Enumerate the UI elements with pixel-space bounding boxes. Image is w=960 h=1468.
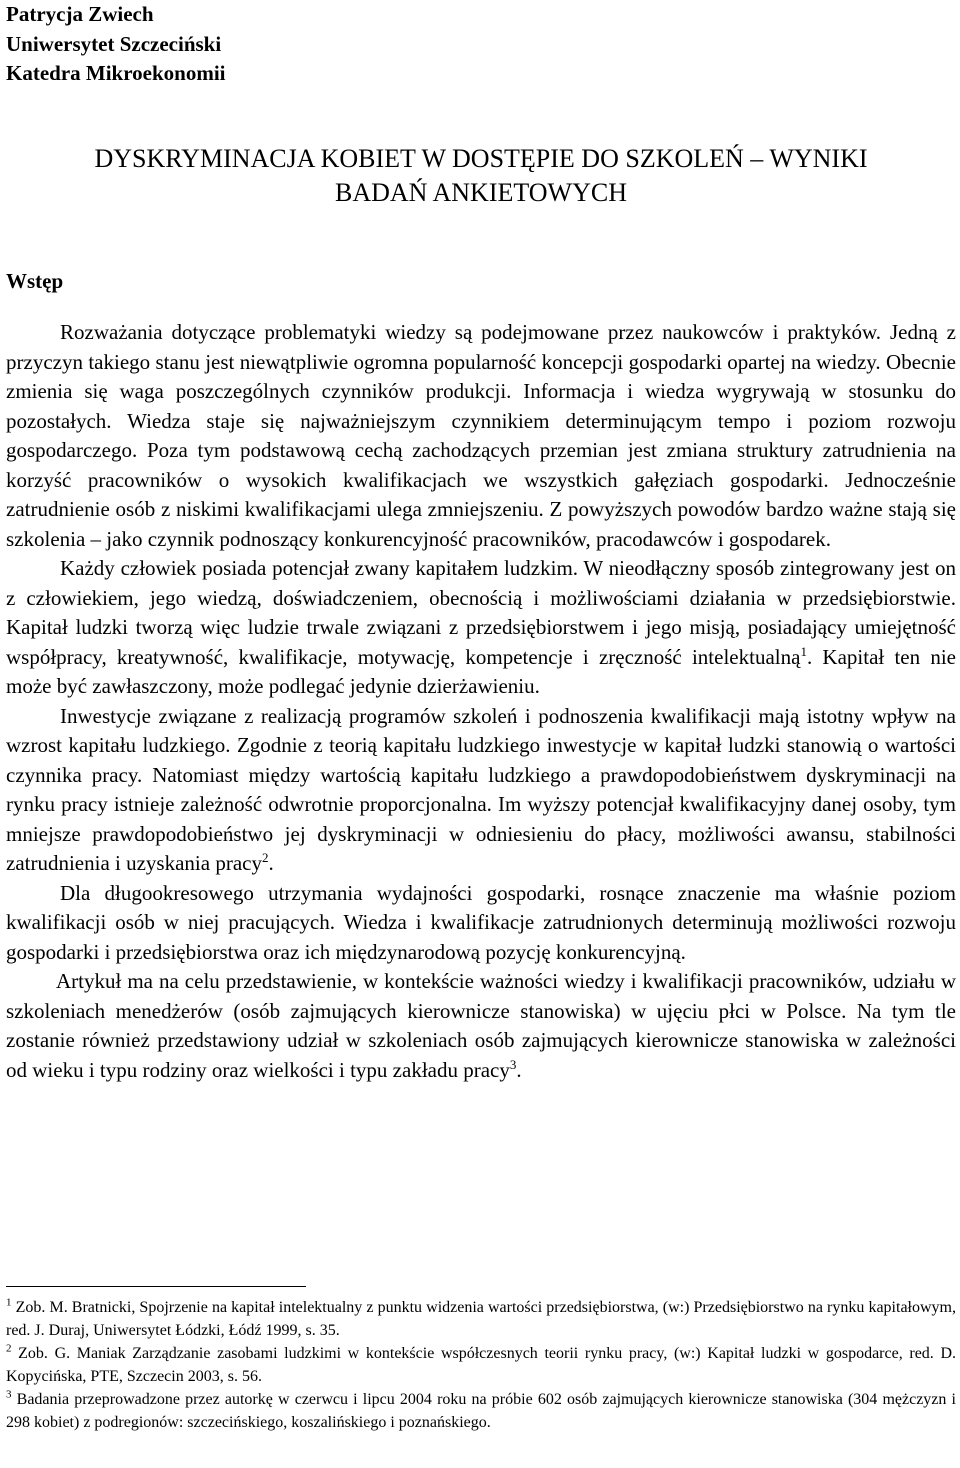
footnote-text: Badania przeprowadzone przez autorkę w czerwcu i lipcu 2004 roku na próbie 602 osób zajmujących kierownicze stanowiska (304 mężczyzn i 298 kobiet) z podregionów: szczecińskiego, koszalińskiego i poznańskiego. bbox=[6, 1391, 956, 1431]
footnote-text: Zob. G. Maniak Zarządzanie zasobami ludzkimi w kontekście współczesnych teorii rynku pracy, (w:) Kapitał ludzki w gospodarce, red. D. Kopycińska, PTE, Szczecin 2003, s. 56. bbox=[6, 1345, 956, 1385]
paragraph-5-text-b: . bbox=[516, 1057, 522, 1082]
footnote-1 bbox=[6, 1296, 956, 1342]
author-block bbox=[6, 0, 606, 89]
footnote-ref-1: 1 bbox=[800, 643, 807, 659]
article-title-line-2: BADAŃ ANKIETOWYCH bbox=[334, 178, 627, 207]
footnote-ref-3: 3 bbox=[509, 1056, 517, 1072]
article-body bbox=[6, 318, 956, 1085]
article-title bbox=[6, 142, 956, 210]
article-title-line-1: DYSKRYMINACJA KOBIET W DOSTĘPIE DO SZKOLEŃ – WYNIKI bbox=[94, 144, 868, 173]
paragraph-1: Rozważania dotyczące problematyki wiedzy są podejmowane przez naukowców i praktyków. Jedną z przyczyn takiego stanu jest niewątpliwie ogromna popularność koncepcji gospodarki opartej na wiedzy. Obecnie zmienia się waga poszczególnych czynników produkcji. Informacja i wiedza wygrywają w stosunku do pozostałych. Wiedza staje się najważniejszym czynnikiem determinującym tempo i poziom rozwoju gospodarczego. Poza tym podstawową cechą zachodzących przemian jest zmiana struktury zatrudnienia na korzyść pracowników o wysokich kwalifikacjach we wszystkich gałęziach gospodarki. Jednocześnie zatrudnienie osób z niskimi kwalifikacjami ulega zmniejszeniu. Z powyższych powodów bardzo ważne stają się szkolenia – jako czynnik podnoszący konkurencyjność pracowników, pracodawców i gospodarek. bbox=[6, 320, 956, 551]
paragraph-4: Dla długookresowego utrzymania wydajności gospodarki, rosnące znaczenie ma właśnie poziom kwalifikacji osób w niej pracujących. Wiedza i kwalifikacje zatrudnionych determinują możliwości rozwoju gospodarki i przedsiębiorstwa oraz ich międzynarodową pozycję konkurencyjną. bbox=[6, 880, 956, 964]
author-name: Patrycja Zwiech bbox=[6, 2, 154, 26]
footnote-number: 2 bbox=[6, 1342, 12, 1355]
author-department: Katedra Mikroekonomii bbox=[6, 61, 226, 85]
footnotes bbox=[6, 1296, 956, 1434]
section-heading: Wstęp bbox=[6, 269, 64, 293]
author-university: Uniwersytet Szczeciński bbox=[6, 31, 222, 56]
footnote-2 bbox=[6, 1342, 956, 1388]
paragraph-3-text-a: Inwestycje związane z realizacją programów szkoleń i podnoszenia kwalifikacji mają istotny wpływ na wzrost kapitału ludzkiego. Zgodnie z teorią kapitału ludzkiego inwestycje w kapitał ludzki stanowią o wartości czynnika pracy. Natomiast między wartością kapitału ludzkiego a prawdopodobieństwem dyskryminacji na rynku pracy istnieje zależność odwrotnie proporcjonalna. Im wyższy potencjał kwalifikacyjny danej osoby, tym mniejsze prawdopodobieństwo jej dyskryminacji w odniesieniu do płacy, możliwości awansu, stabilności zatrudnienia i uzyskania pracy bbox=[6, 703, 956, 875]
footnote-ref-2: 2 bbox=[261, 850, 269, 865]
footnote-number: 3 bbox=[6, 1388, 12, 1401]
paragraph-2-text-b: . Kapitał ten nie może być zawłaszczony, może podlegać jedynie dzierżawieniu. bbox=[6, 644, 956, 698]
paragraph-2-text-a: Każdy człowiek posiada potencjał zwany kapitałem ludzkim. W nieodłączny sposób zintegrowany jest on z człowiekiem, jego wiedzą, doświadczeniem, obecnością i możliwościami działania w przedsiębiorstwie. Kapitał ludzki tworzą więc ludzie trwale związani z przedsiębiorstwem i jego misją, posiadający umiejętność współpracy, kreatywność, kwalifikacje, motywację, kompetencje i zręczność intelektualną bbox=[6, 556, 956, 669]
footnote-separator bbox=[6, 1286, 306, 1287]
footnote-text: Zob. M. Bratnicki, Spojrzenie na kapitał intelektualny z punktu widzenia wartości przedsiębiorstwa, (w:) Przedsiębiorstwo na rynku kapitałowym, red. J. Duraj, Uniwersytet Łódzki, Łódź 1999, s. 35. bbox=[6, 1299, 956, 1339]
paragraph-5 bbox=[6, 967, 956, 1085]
footnote-number: 1 bbox=[6, 1296, 12, 1309]
paragraph-3-text-b: . bbox=[268, 851, 274, 875]
footnote-3 bbox=[6, 1388, 956, 1434]
paragraph-2 bbox=[6, 554, 956, 702]
paragraph-3 bbox=[6, 702, 956, 879]
paragraph-5-text-a: Artykuł ma na celu przedstawienie, w kontekście ważności wiedzy i kwalifikacji pracowników, udziału w szkoleniach menedżerów (osób zajmujących kierownicze stanowiska) w ujęciu płci w Polsce. Na tym tle zostanie również przedstawiony udział w szkoleniach osób zajmujących kierownicze stanowiska w zależności od wieku i typu rodziny oraz wielkości i typu zakładu pracy bbox=[6, 969, 956, 1082]
